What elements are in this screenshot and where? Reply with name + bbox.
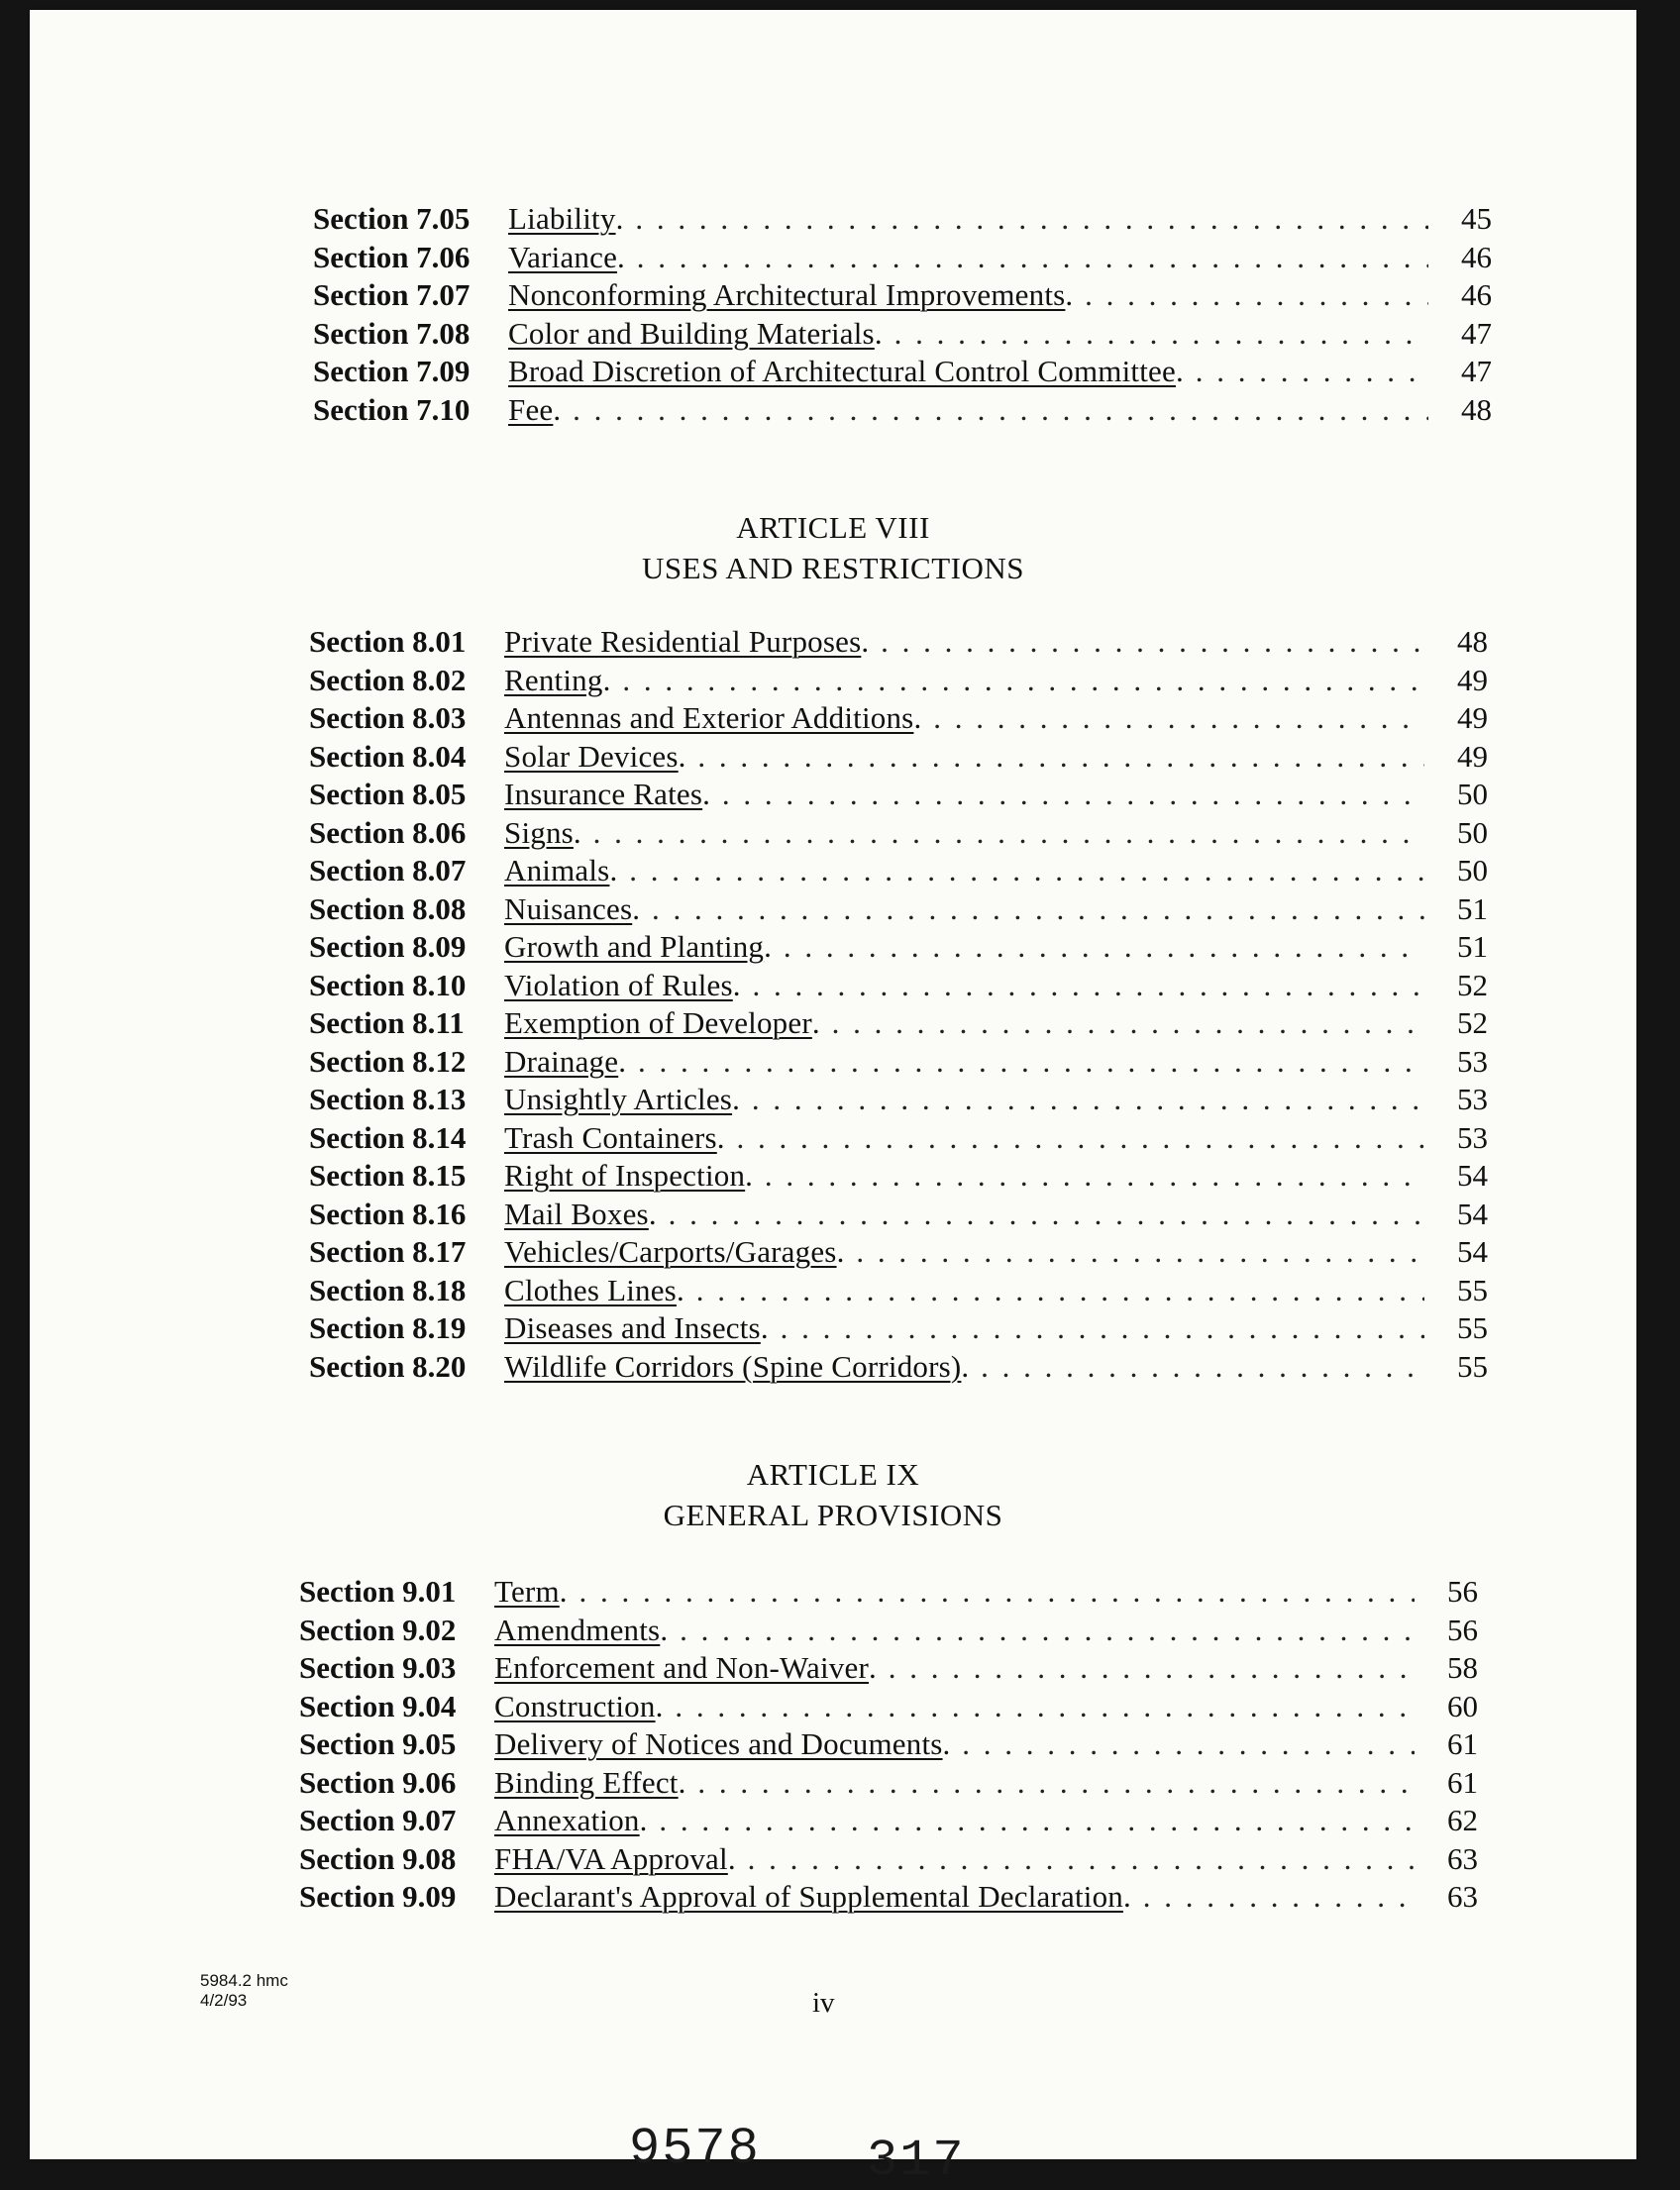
section-title: Solar Devices bbox=[504, 738, 679, 774]
toc-entry bbox=[309, 776, 1488, 814]
article-8-header bbox=[30, 507, 1636, 588]
section-page-number: 51 bbox=[1457, 929, 1488, 964]
title-period: . bbox=[732, 1082, 740, 1116]
section-title: Fee bbox=[508, 391, 554, 427]
toc-entry bbox=[299, 1802, 1478, 1840]
title-period: . bbox=[618, 1043, 626, 1079]
dot-leader bbox=[652, 890, 1424, 929]
section-title: Growth and Planting bbox=[504, 929, 765, 964]
dot-leader bbox=[696, 1272, 1424, 1310]
section-number: Section 8.04 bbox=[309, 738, 467, 774]
section-title: Construction bbox=[494, 1688, 656, 1723]
dot-leader bbox=[697, 738, 1424, 777]
section-page-number: 62 bbox=[1447, 1803, 1478, 1837]
section-title: Enforcement and Non-Waiver bbox=[494, 1650, 869, 1685]
title-period: . bbox=[676, 1272, 684, 1307]
section-page-number: 63 bbox=[1447, 1840, 1478, 1876]
section-number: Section 8.14 bbox=[309, 1119, 467, 1155]
section-title: Signs bbox=[504, 814, 574, 850]
title-period: . bbox=[869, 1650, 877, 1685]
dot-leader bbox=[697, 1764, 1415, 1803]
toc-entry bbox=[299, 1764, 1478, 1803]
section-title: Right of Inspection bbox=[504, 1158, 746, 1193]
section-page-number: 53 bbox=[1457, 1082, 1488, 1116]
section-page-number: 56 bbox=[1447, 1574, 1478, 1609]
toc-entry bbox=[309, 662, 1488, 700]
toc-entry bbox=[299, 1840, 1478, 1879]
toc-entry bbox=[313, 353, 1492, 391]
section-title: Variance bbox=[508, 239, 618, 274]
section-number: Section 9.06 bbox=[299, 1764, 457, 1800]
document-code-id: 5984.2 hmc bbox=[200, 1971, 288, 1990]
toc-entry bbox=[309, 1157, 1488, 1196]
toc-entry bbox=[313, 200, 1492, 239]
toc-entry bbox=[309, 1196, 1488, 1234]
section-number: Section 9.04 bbox=[299, 1688, 457, 1723]
section-number: Section 8.11 bbox=[309, 1005, 465, 1040]
section-page-number: 49 bbox=[1457, 700, 1488, 735]
article-9-subheading: GENERAL PROVISIONS bbox=[663, 1498, 1003, 1532]
title-period: . bbox=[573, 814, 581, 850]
section-page-number: 50 bbox=[1457, 814, 1488, 850]
title-period: . bbox=[913, 700, 922, 735]
section-page-number: 61 bbox=[1447, 1764, 1478, 1800]
section-number: Section 8.20 bbox=[309, 1348, 467, 1384]
section-page-number: 54 bbox=[1457, 1234, 1488, 1269]
section-page-number: 47 bbox=[1461, 354, 1492, 388]
section-title: Nuisances bbox=[504, 890, 633, 926]
toc-entry bbox=[309, 1119, 1488, 1158]
title-period: . bbox=[655, 1688, 664, 1723]
toc-entry bbox=[313, 391, 1492, 430]
title-period: . bbox=[615, 201, 624, 236]
section-page-number: 50 bbox=[1457, 853, 1488, 887]
section-page-number: 46 bbox=[1461, 277, 1492, 312]
section-page-number: 47 bbox=[1461, 315, 1492, 351]
section-title: Drainage bbox=[504, 1043, 619, 1079]
section-number: Section 7.07 bbox=[313, 277, 471, 312]
section-page-number: 55 bbox=[1457, 1348, 1488, 1384]
dot-leader bbox=[593, 814, 1424, 853]
section-title: Trash Containers bbox=[504, 1119, 717, 1155]
title-period: . bbox=[1065, 277, 1074, 312]
section-title: Annexation bbox=[494, 1803, 640, 1837]
dot-leader bbox=[962, 1725, 1415, 1764]
dot-leader bbox=[669, 1196, 1424, 1234]
toc-entry bbox=[299, 1649, 1478, 1688]
stamp-number-left: 9578 bbox=[629, 2120, 761, 2178]
dot-leader bbox=[1143, 1878, 1415, 1917]
title-period: . bbox=[559, 1574, 568, 1609]
section-number: Section 8.18 bbox=[309, 1272, 467, 1307]
dot-leader bbox=[637, 239, 1428, 277]
section-number: Section 8.15 bbox=[309, 1158, 467, 1193]
document-date: 4/2/93 bbox=[200, 1991, 248, 2010]
section-page-number: 51 bbox=[1457, 890, 1488, 926]
section-title: Antennas and Exterior Additions bbox=[504, 700, 914, 735]
toc-entry bbox=[309, 1043, 1488, 1082]
section-number: Section 9.01 bbox=[299, 1574, 457, 1609]
section-number: Section 8.01 bbox=[309, 624, 467, 659]
title-period: . bbox=[1175, 354, 1184, 388]
title-period: . bbox=[942, 1726, 951, 1761]
toc-entry bbox=[309, 852, 1488, 890]
toc-entry bbox=[309, 814, 1488, 853]
section-title: Diseases and Insects bbox=[504, 1310, 761, 1345]
section-page-number: 61 bbox=[1447, 1726, 1478, 1761]
toc-entry bbox=[299, 1688, 1478, 1726]
section-number: Section 8.17 bbox=[309, 1234, 467, 1269]
section-number: Section 8.13 bbox=[309, 1082, 467, 1116]
toc-entry bbox=[309, 699, 1488, 738]
section-number: Section 7.10 bbox=[313, 391, 471, 427]
dot-leader bbox=[781, 1309, 1424, 1348]
section-number: Section 9.02 bbox=[299, 1612, 457, 1647]
section-title: Exemption of Developer bbox=[504, 1005, 812, 1040]
section-title: Renting bbox=[504, 662, 603, 697]
title-period: . bbox=[745, 1158, 753, 1193]
title-period: . bbox=[602, 662, 611, 697]
dot-leader bbox=[579, 1573, 1415, 1612]
toc-entry bbox=[309, 1272, 1488, 1310]
section-title: Declarant's Approval of Supplemental Declaration bbox=[494, 1879, 1123, 1914]
section-number: Section 8.19 bbox=[309, 1310, 467, 1345]
dot-leader bbox=[675, 1688, 1415, 1726]
section-title: Vehicles/Carports/Garages bbox=[504, 1234, 837, 1269]
title-period: . bbox=[639, 1803, 648, 1837]
dot-leader bbox=[622, 662, 1424, 700]
article-8-heading: ARTICLE VIII bbox=[736, 510, 930, 545]
section-page-number: 48 bbox=[1457, 624, 1488, 659]
section-number: Section 8.05 bbox=[309, 777, 467, 811]
toc-entry bbox=[309, 623, 1488, 662]
section-page-number: 58 bbox=[1447, 1650, 1478, 1685]
section-number: Section 8.08 bbox=[309, 890, 467, 926]
section-title: Broad Discretion of Architectural Control Committee bbox=[508, 354, 1176, 388]
toc-entry bbox=[299, 1573, 1478, 1612]
title-period: . bbox=[1122, 1879, 1131, 1914]
section-title: Unsightly Articles bbox=[504, 1082, 733, 1116]
dot-leader bbox=[638, 1043, 1424, 1082]
title-period: . bbox=[678, 738, 686, 774]
toc-entry bbox=[309, 890, 1488, 929]
dot-leader bbox=[881, 623, 1424, 662]
document-page bbox=[30, 10, 1636, 2190]
section-page-number: 50 bbox=[1457, 777, 1488, 811]
section-page-number: 46 bbox=[1461, 239, 1492, 274]
dot-leader bbox=[765, 1157, 1424, 1196]
toc-entry bbox=[299, 1725, 1478, 1764]
section-page-number: 63 bbox=[1447, 1879, 1478, 1914]
dot-leader bbox=[784, 928, 1424, 967]
article-9-header bbox=[30, 1454, 1636, 1535]
toc-entry bbox=[309, 1348, 1488, 1387]
section-title: Delivery of Notices and Documents bbox=[494, 1726, 943, 1761]
section-title: Nonconforming Architectural Improvements bbox=[508, 277, 1066, 312]
section-number: Section 8.02 bbox=[309, 662, 467, 697]
section-title: Violation of Rules bbox=[504, 967, 733, 1002]
section-page-number: 53 bbox=[1457, 1119, 1488, 1155]
dot-leader bbox=[894, 315, 1428, 354]
title-period: . bbox=[732, 967, 741, 1002]
toc-entry bbox=[309, 1081, 1488, 1119]
dot-leader bbox=[1196, 353, 1428, 391]
dot-leader bbox=[889, 1649, 1415, 1688]
dot-leader bbox=[680, 1612, 1415, 1650]
stamp-number-right: 317 bbox=[867, 2132, 966, 2190]
section-number: Section 9.07 bbox=[299, 1803, 457, 1837]
dot-leader bbox=[832, 1004, 1424, 1043]
section-title: FHA/VA Approval bbox=[494, 1840, 728, 1876]
section-number: Section 8.09 bbox=[309, 929, 467, 964]
section-number: Section 8.16 bbox=[309, 1196, 467, 1231]
section-title: Private Residential Purposes bbox=[504, 624, 862, 659]
dot-leader bbox=[753, 967, 1424, 1005]
dot-leader bbox=[933, 699, 1424, 738]
title-period: . bbox=[760, 1310, 769, 1345]
section-page-number: 55 bbox=[1457, 1272, 1488, 1307]
title-period: . bbox=[716, 1119, 725, 1155]
section-title: Amendments bbox=[494, 1612, 661, 1647]
section-number: Section 7.05 bbox=[313, 201, 471, 236]
section-page-number: 52 bbox=[1457, 1005, 1488, 1040]
title-period: . bbox=[617, 239, 625, 274]
section-number: Section 8.03 bbox=[309, 700, 467, 735]
title-period: . bbox=[727, 1840, 736, 1876]
section-title: Animals bbox=[504, 853, 610, 887]
section-number: Section 7.08 bbox=[313, 315, 471, 351]
dot-leader bbox=[856, 1233, 1424, 1272]
title-period: . bbox=[632, 890, 640, 926]
section-title: Binding Effect bbox=[494, 1764, 679, 1800]
title-period: . bbox=[836, 1234, 845, 1269]
section-title: Insurance Rates bbox=[504, 777, 703, 811]
section-page-number: 45 bbox=[1461, 201, 1492, 236]
section-number: Section 9.08 bbox=[299, 1840, 457, 1876]
section-title: Mail Boxes bbox=[504, 1196, 649, 1231]
section-page-number: 53 bbox=[1457, 1043, 1488, 1079]
section-number: Section 8.12 bbox=[309, 1043, 467, 1079]
section-title: Liability bbox=[508, 201, 616, 236]
section-page-number: 54 bbox=[1457, 1196, 1488, 1231]
section-page-number: 56 bbox=[1447, 1612, 1478, 1647]
title-period: . bbox=[678, 1764, 686, 1800]
section-page-number: 60 bbox=[1447, 1688, 1478, 1723]
title-period: . bbox=[811, 1005, 820, 1040]
title-period: . bbox=[660, 1612, 669, 1647]
dot-leader bbox=[981, 1348, 1424, 1387]
section-title: Wildlife Corridors (Spine Corridors) bbox=[504, 1348, 962, 1384]
title-period: . bbox=[702, 777, 710, 811]
dot-leader bbox=[752, 1081, 1424, 1119]
section-number: Section 7.09 bbox=[313, 354, 471, 388]
dot-leader bbox=[629, 852, 1424, 890]
section-page-number: 54 bbox=[1457, 1158, 1488, 1193]
toc-entry bbox=[313, 239, 1492, 277]
section-title: Term bbox=[494, 1574, 560, 1609]
toc-entry bbox=[309, 1004, 1488, 1043]
section-page-number: 49 bbox=[1457, 738, 1488, 774]
toc-entry bbox=[309, 1233, 1488, 1272]
dot-leader bbox=[573, 391, 1428, 430]
section-page-number: 49 bbox=[1457, 662, 1488, 697]
section-page-number: 52 bbox=[1457, 967, 1488, 1002]
article-9-heading: ARTICLE IX bbox=[746, 1457, 920, 1492]
section-number: Section 7.06 bbox=[313, 239, 471, 274]
section-number: Section 9.09 bbox=[299, 1879, 457, 1914]
title-period: . bbox=[764, 929, 772, 964]
title-period: . bbox=[553, 391, 562, 427]
page-number-label: iv bbox=[812, 1987, 835, 2019]
dot-leader bbox=[659, 1802, 1415, 1840]
dot-leader bbox=[748, 1840, 1415, 1879]
toc-entry bbox=[313, 276, 1492, 315]
title-period: . bbox=[874, 315, 883, 351]
section-number: Section 9.03 bbox=[299, 1650, 457, 1685]
section-page-number: 48 bbox=[1461, 391, 1492, 427]
toc-entry bbox=[299, 1878, 1478, 1917]
section-number: Section 8.06 bbox=[309, 814, 467, 850]
section-number: Section 9.05 bbox=[299, 1726, 457, 1761]
section-title: Color and Building Materials bbox=[508, 315, 875, 351]
dot-leader bbox=[737, 1119, 1424, 1158]
dot-leader bbox=[722, 776, 1424, 814]
title-period: . bbox=[648, 1196, 657, 1231]
dot-leader bbox=[635, 200, 1428, 239]
article-8-subheading: USES AND RESTRICTIONS bbox=[642, 551, 1024, 585]
toc-article-8-list bbox=[309, 623, 1488, 1386]
document-code bbox=[200, 1971, 288, 2011]
toc-article-7-list bbox=[313, 200, 1492, 429]
toc-entry bbox=[309, 1309, 1488, 1348]
toc-entry bbox=[309, 967, 1488, 1005]
title-period: . bbox=[961, 1348, 970, 1384]
dot-leader bbox=[1085, 276, 1428, 315]
section-page-number: 55 bbox=[1457, 1310, 1488, 1345]
toc-entry bbox=[309, 738, 1488, 777]
toc-article-9-list bbox=[299, 1573, 1478, 1917]
toc-entry bbox=[313, 315, 1492, 354]
title-period: . bbox=[861, 624, 870, 659]
toc-entry bbox=[309, 928, 1488, 967]
section-number: Section 8.07 bbox=[309, 853, 467, 887]
section-title: Clothes Lines bbox=[504, 1272, 677, 1307]
title-period: . bbox=[609, 853, 618, 887]
section-number: Section 8.10 bbox=[309, 967, 467, 1002]
toc-entry bbox=[299, 1612, 1478, 1650]
